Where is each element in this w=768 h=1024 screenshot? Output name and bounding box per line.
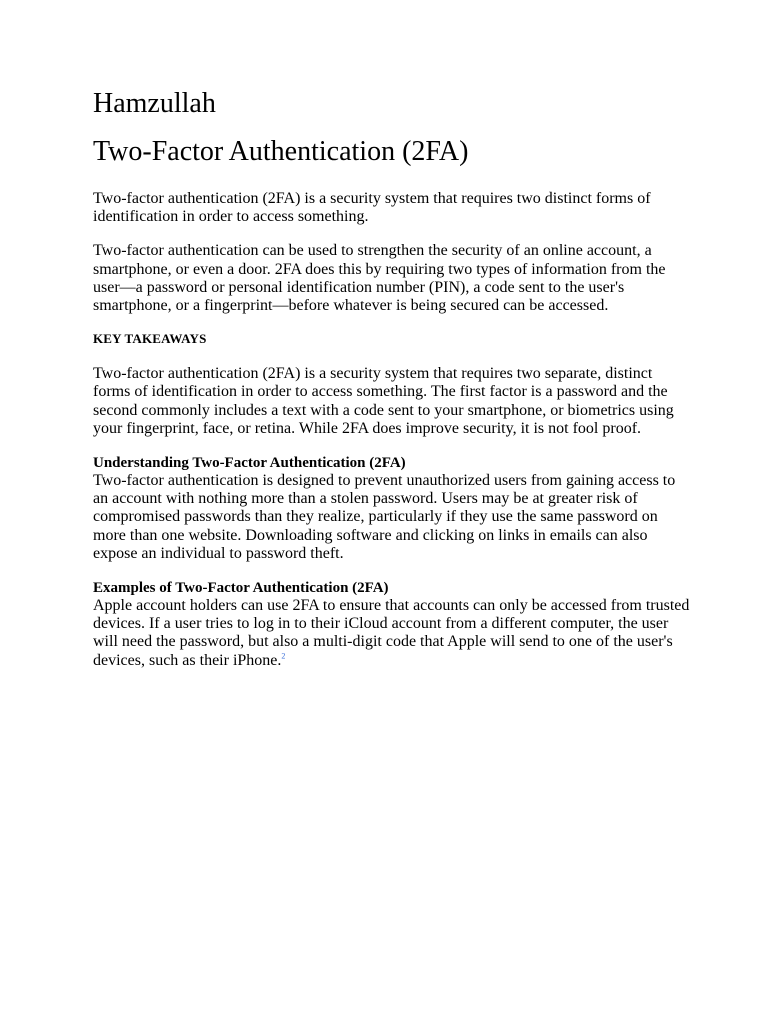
section-heading: Understanding Two-Factor Authentication (2FA) bbox=[93, 455, 406, 472]
author-name: Hamzullah bbox=[93, 88, 216, 119]
section-understanding bbox=[93, 454, 693, 563]
second-paragraph: Two-factor authentication can be used to strengthen the security of an online account, a smartphone, or even a door. 2FA does this by requiring two types of information from the user—a password or personal identification number (PIN), a code sent to the user's smartphone, or a fingerprint—before whatever is being secured can be accessed. bbox=[93, 242, 666, 315]
section-body-text: Apple account holders can use 2FA to ensure that accounts can only be accessed from trusted devices. If a user tries to log in to their iCloud account from a different computer, the user will need the password, but also a multi-digit code that Apple will send to one of the user's devices, such as their iPhone. bbox=[93, 597, 690, 669]
key-takeaways-paragraph: Two-factor authentication (2FA) is a security system that requires two separate, distinct forms of identification in order to access something. The first factor is a password and the second commonly includes a text with a code sent to your smartphone, or biometrics using your fingerprint, face, or retina. While 2FA does improve security, it is not fool proof. bbox=[93, 365, 674, 437]
document-title: Two-Factor Authentication (2FA) bbox=[93, 136, 469, 167]
section-body-with-footnote bbox=[93, 597, 693, 670]
footnote-link[interactable]: 2 bbox=[281, 651, 286, 661]
section-body: Two-factor authentication is designed to prevent unauthorized users from gaining access to an account with nothing more than a stolen password. Users may be at greater risk of compromised passwords than they realize, particularly if they use the same password on more than one website. Downloading software and clicking on links in emails can also expose an individual to password theft. bbox=[93, 472, 676, 562]
section-examples bbox=[93, 579, 693, 670]
section-heading: Examples of Two-Factor Authentication (2FA) bbox=[93, 580, 389, 597]
key-takeaways-label: KEY TAKEAWAYS bbox=[93, 331, 207, 347]
intro-paragraph: Two-factor authentication (2FA) is a security system that requires two distinct forms of identification in order to access something. bbox=[93, 190, 651, 226]
document-page bbox=[93, 88, 693, 686]
